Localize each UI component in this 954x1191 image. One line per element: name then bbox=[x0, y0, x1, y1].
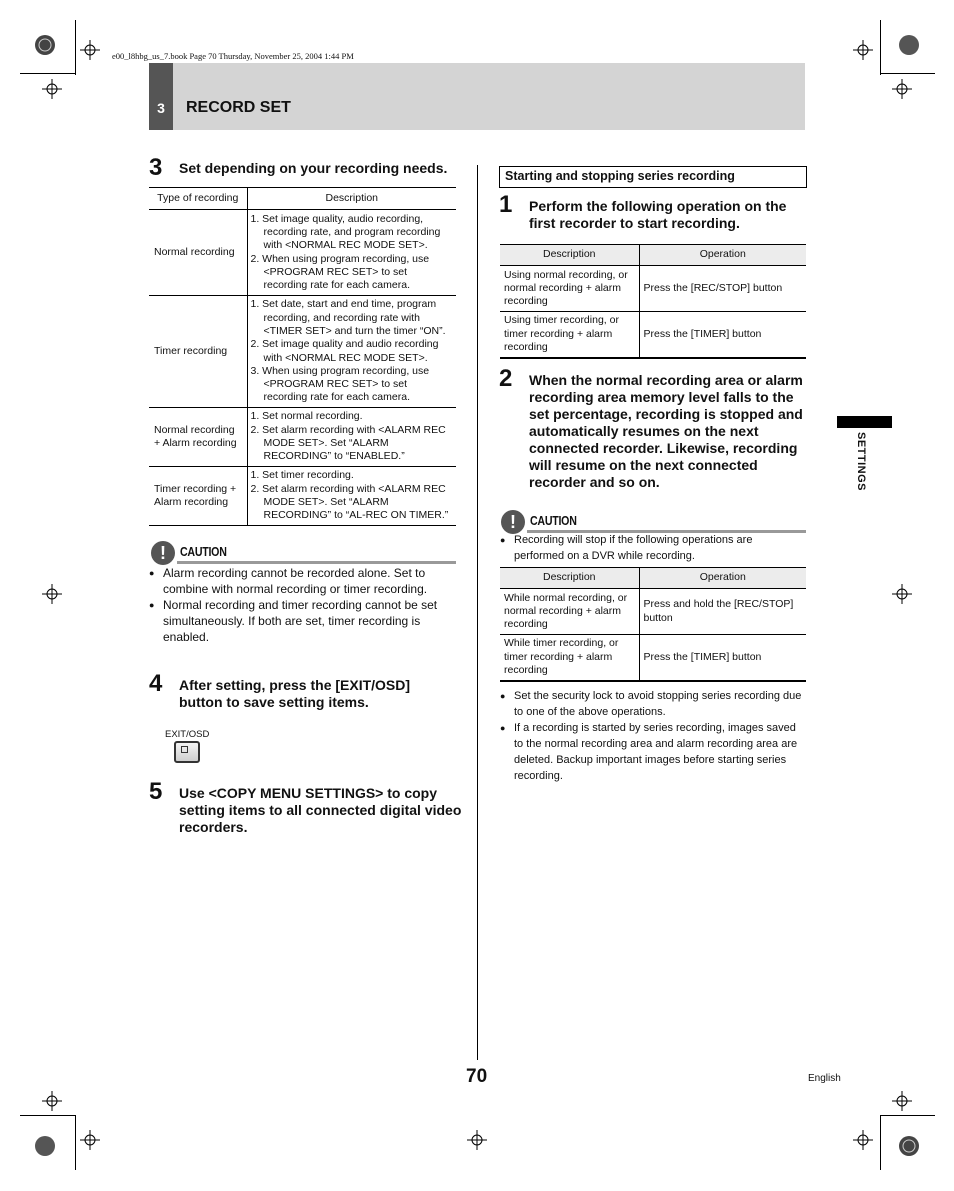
table-row bbox=[149, 467, 456, 526]
crosshair-icon bbox=[42, 79, 62, 99]
page-number: 70 bbox=[466, 1066, 488, 1087]
table-row bbox=[500, 312, 806, 358]
crosshair-icon bbox=[80, 1130, 100, 1150]
step-text: Set depending on your recording needs. bbox=[179, 160, 448, 176]
table-cell: Press the [REC/STOP] button bbox=[639, 266, 806, 312]
caution-label: CAUTION bbox=[530, 514, 577, 528]
step-number: 3 bbox=[149, 154, 163, 181]
crosshair-icon bbox=[853, 1130, 873, 1150]
crosshair-icon bbox=[42, 1091, 62, 1111]
language-label: English bbox=[808, 1073, 841, 1084]
caution-list bbox=[500, 532, 800, 564]
description-item: 1. Set date, start and end time, program recording, and recording rate with <TIMER SET> and turn the timer “ON”. bbox=[250, 298, 446, 337]
table-header: Type of recording bbox=[149, 188, 247, 210]
table-row bbox=[149, 296, 456, 408]
table-header: Operation bbox=[639, 245, 806, 266]
description-item: 1. Set timer recording. bbox=[250, 469, 354, 482]
table-row bbox=[500, 635, 806, 681]
step-number: 1 bbox=[499, 191, 513, 218]
recording-type: Timer recording + Alarm recording bbox=[149, 467, 247, 526]
step-number: 2 bbox=[499, 365, 513, 392]
exit-osd-label: EXIT/OSD bbox=[165, 729, 210, 740]
list-item: ● Set the security lock to avoid stopping series recording due to one of the above operations. bbox=[500, 688, 806, 720]
caution-icon: ! bbox=[501, 510, 525, 534]
table-row bbox=[500, 266, 806, 312]
description-item: 1. Set image quality, audio recording, recording rate, and program recording with <NORMAL REC MODE SET>. bbox=[250, 212, 441, 252]
description-item: 1. Set normal recording. bbox=[250, 410, 363, 423]
table-row bbox=[149, 210, 456, 296]
side-section-label: SETTINGS bbox=[855, 432, 867, 492]
crosshair-icon bbox=[42, 584, 62, 604]
crosshair-icon bbox=[892, 584, 912, 604]
side-tab-marker bbox=[837, 416, 892, 428]
recording-type: Normal recording + Alarm recording bbox=[149, 408, 247, 467]
description-item: 2. Set alarm recording with <ALARM REC MODE SET>. Set “ALARM RECORDING” to “AL-REC ON TIMER.” bbox=[250, 482, 449, 522]
header-band bbox=[149, 63, 805, 130]
list-item: ● If a recording is started by series recording, images saved to the normal recording area and alarm recording area are deleted. Backup important images before starting series recording. bbox=[500, 720, 806, 784]
page-title: RECORD SET bbox=[186, 99, 291, 116]
caution-list bbox=[149, 565, 449, 645]
list-item: ● Recording will stop if the following operations are performed on a DVR while recording. bbox=[500, 532, 800, 564]
crosshair-icon bbox=[80, 40, 100, 60]
registration-mark-icon bbox=[34, 34, 56, 56]
table-header: Description bbox=[247, 188, 456, 210]
chapter-number: 3 bbox=[149, 63, 173, 130]
crosshair-icon bbox=[853, 40, 873, 60]
caution-label: CAUTION bbox=[180, 545, 227, 559]
description-item: 2. When using program recording, use <PROGRAM REC SET> to set recording rate for each camera. bbox=[250, 252, 430, 292]
table-header: Description bbox=[500, 245, 639, 266]
table-row bbox=[500, 589, 806, 635]
table-cell: Press and hold the [REC/STOP] button bbox=[639, 589, 806, 635]
table-header: Description bbox=[500, 568, 639, 589]
start-operation-table bbox=[500, 244, 806, 359]
table-cell: While normal recording, or normal recording + alarm recording bbox=[500, 589, 639, 635]
description-item: 2. Set image quality and audio recording with <NORMAL REC MODE SET>. bbox=[250, 338, 439, 364]
caution-rule bbox=[177, 561, 456, 564]
registration-mark-icon bbox=[898, 1135, 920, 1157]
caution-heading bbox=[151, 541, 456, 567]
stop-operation-table bbox=[500, 567, 806, 682]
table-row bbox=[149, 408, 456, 467]
caution-icon: ! bbox=[151, 541, 175, 565]
section-title: Starting and stopping series recording bbox=[499, 166, 807, 188]
step-number: 4 bbox=[149, 670, 163, 697]
step-text: After setting, press the [EXIT/OSD] button to save setting items. bbox=[179, 677, 411, 710]
recording-type-table bbox=[149, 187, 456, 526]
table-cell: Press the [TIMER] button bbox=[639, 312, 806, 358]
crosshair-icon bbox=[467, 1130, 487, 1150]
registration-mark-icon bbox=[34, 1135, 56, 1157]
caution-list bbox=[500, 688, 806, 784]
list-item: ● Normal recording and timer recording cannot be set simultaneously. If both are set, timer recording is enabled. bbox=[149, 597, 449, 645]
step-text: Perform the following operation on the first recorder to start recording. bbox=[529, 198, 787, 231]
step-number: 5 bbox=[149, 778, 163, 805]
column-divider bbox=[477, 165, 478, 1060]
book-info-line: e00_l8hbg_us_7.book Page 70 Thursday, November 25, 2004 1:44 PM bbox=[112, 51, 354, 61]
description-item: 2. Set alarm recording with <ALARM REC MODE SET>. Set “ALARM RECORDING” to “ENABLED.” bbox=[250, 423, 446, 463]
crosshair-icon bbox=[892, 79, 912, 99]
table-cell: Press the [TIMER] button bbox=[639, 635, 806, 681]
registration-mark-icon bbox=[898, 34, 920, 56]
table-cell: Using timer recording, or timer recording + alarm recording bbox=[500, 312, 639, 358]
table-cell: Using normal recording, or normal recording + alarm recording bbox=[500, 266, 639, 312]
recording-type: Timer recording bbox=[149, 296, 247, 408]
step-text: When the normal recording area or alarm recording area memory level falls to the set percentage, recording is stopped and automatically resumes on the next connected recorder. Likewise, recording will resume on the next connected recorder and so on. bbox=[529, 372, 803, 490]
recording-type: Normal recording bbox=[149, 210, 247, 296]
description-item: 3. When using program recording, use <PROGRAM REC SET> to set recording rate for each camera. bbox=[250, 364, 430, 404]
crosshair-icon bbox=[892, 1091, 912, 1111]
table-cell: While timer recording, or timer recording + alarm recording bbox=[500, 635, 639, 681]
step-text: Use <COPY MENU SETTINGS> to copy setting items to all connected digital video recorders. bbox=[179, 785, 462, 835]
exit-osd-button-icon bbox=[174, 741, 200, 763]
table-header: Operation bbox=[639, 568, 806, 589]
list-item: ● Alarm recording cannot be recorded alone. Set to combine with normal recording or timer recording. bbox=[149, 565, 449, 597]
